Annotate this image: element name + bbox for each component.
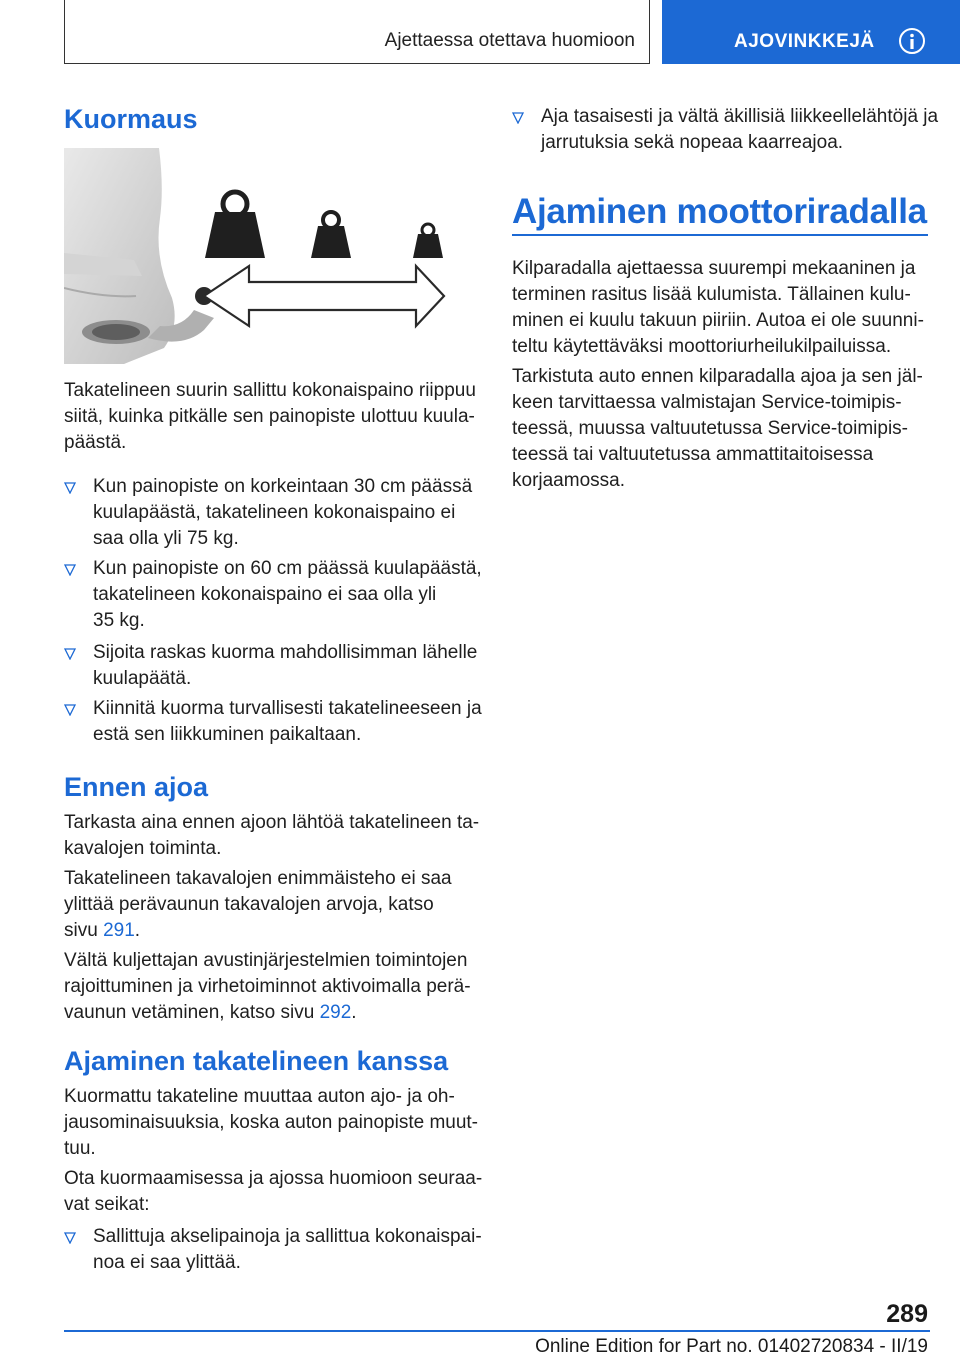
page-link-291[interactable]: 291 [103,920,135,941]
list-item: Sijoita raskas kuorma mahdollisimman lähelle kuulapäätä. [64,640,480,692]
header-chapter-title: AJOVINKKEJÄ [734,31,875,52]
list-item: Sallittuja akselipainoja ja sallittua kokonaispai- noa ei saa ylittää. [64,1224,480,1276]
page-link-292[interactable]: 292 [319,1002,352,1023]
loading-intro-paragraph: Takatelineen suurin sallittu kokonaispaino riippuu siitä, kuinka pitkälle sen painopiste ulottuu kuula- päästä. [64,380,476,453]
list-item: Kiinnitä kuorma turvallisesti takatelineeseen ja estä sen liikkuminen paikaltaan. [64,696,480,748]
bullet-triangle-icon [512,112,524,124]
section-title-race-track: Ajaminen moottoriradalla [512,192,927,231]
driving-paragraph-2: Ota kuormaamisessa ja ajossa huomioon seuraa- vat seikat: [64,1168,483,1215]
header-chapter-box[interactable] [662,0,960,64]
driving-paragraph-1: Kuormattu takateline muuttaa auton ajo- ja oh- jausominaisuuksia, koska auton painopiste muut- tuu. [64,1086,479,1159]
list-item: Kun painopiste on 60 cm päässä kuulapäästä, takatelineen kokonaispaino ei saa olla yli 35 kg. [64,556,480,634]
race-track-paragraph-1: Kilparadalla ajettaessa suurempi mekaaninen ja terminen rasitus lisää kulumista. Tällainen kulu- minen ei kuulu takuun piiriin. Autoa ei ole suunni- teltu käytettäväksi moottoriurheilukilpailuissa. [512,258,924,357]
race-track-paragraph-2: Tarkistuta auto ennen kilparadalla ajoa ja sen jäl- keen tarvittaessa valmistajan Service-toimipis- teessä, muussa valtuutetussa Service-toimipis- teessä tai valtuutetussa ammattitaitoisessa korjaamossa. [512,366,923,491]
footer-divider [64,1330,930,1332]
page-number: 289 [886,1300,928,1328]
before-driving-paragraph-1: Tarkasta aina ennen ajoon lähtöä takatelineen ta- kavalojen toiminta. [64,812,480,859]
title-underline [512,234,928,236]
section-title-loading: Kuormaus [64,104,198,134]
section-title-before-driving: Ennen ajoa [64,772,209,802]
before-driving-paragraph-3: Vältä kuljettajan avustinjärjestelmien toimintojen rajoittuminen ja virhetoiminnot aktivoimalla perä- vaunun vetäminen, katso sivu 292. [64,950,471,1023]
bullet-triangle-icon [64,564,76,576]
bullet-triangle-icon [64,648,76,660]
bullet-triangle-icon [64,704,76,716]
list-item: Kun painopiste on korkeintaan 30 cm päässä kuulapäästä, takatelineen kokonaispaino ei saa olla yli 75 kg. [64,474,480,552]
trailer-load-distribution-illustration [64,148,478,364]
section-title-driving-with-carrier: Ajaminen takatelineen kanssa [64,1046,449,1076]
bullet-triangle-icon [64,482,76,494]
list-item: Aja tasaisesti ja vältä äkillisiä liikkeellelähtöjä ja jarrutuksia sekä nopeaa kaarreajoa. [512,104,930,156]
footer-edition-text: Online Edition for Part no. 01402720834 - II/19 [535,1336,928,1357]
header-section-title: Ajettaessa otettava huomioon [384,30,635,51]
header-section-box [64,0,650,64]
before-driving-paragraph-2: Takatelineen takavalojen enimmäisteho ei saa ylittää perävaunun takavalojen arvoja, katso sivu 291. [64,868,452,941]
info-icon[interactable] [898,27,926,55]
bullet-triangle-icon [64,1232,76,1244]
